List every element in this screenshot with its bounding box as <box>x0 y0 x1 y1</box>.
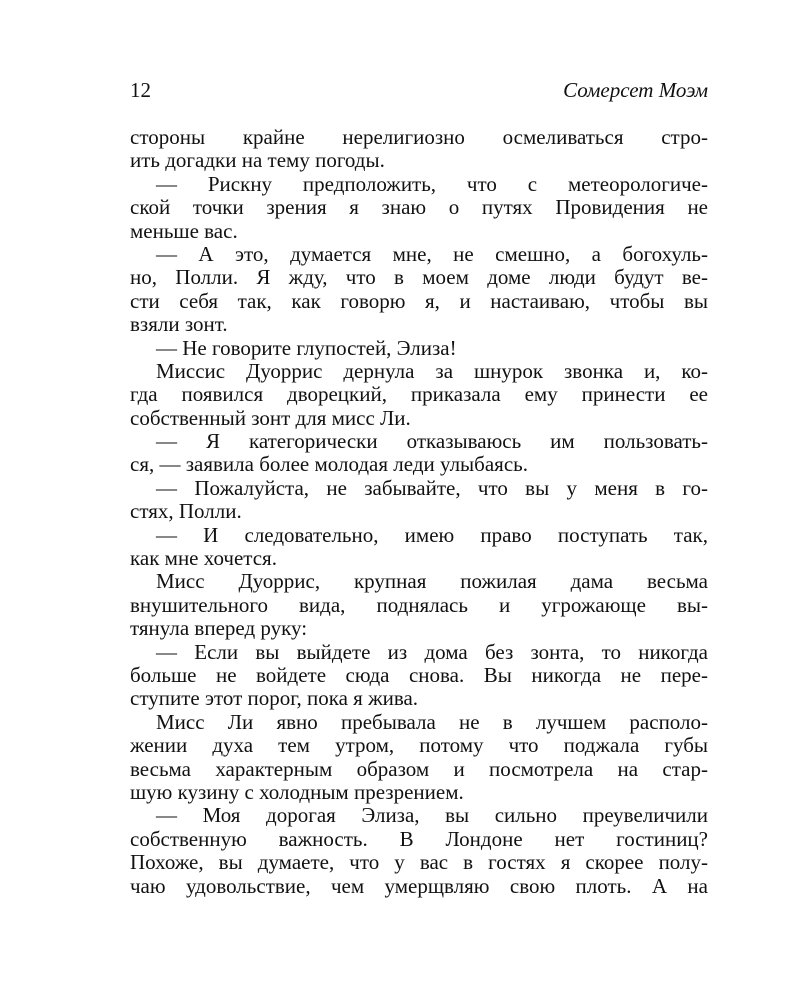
text-line: — Я категорически отказываюсь им пользовать- <box>156 430 708 454</box>
text-line: Мисс Ли явно пребывала не в лучшем располо- <box>156 710 708 734</box>
text-line: Миссис Дуоррис дернула за шнурок звонка и, ко- <box>156 359 708 383</box>
text-line: Мисс Дуоррис, крупная пожилая дама весьма <box>156 570 708 594</box>
text-line: тянула вперед руку: <box>130 617 308 641</box>
text-line: весьма характерным образом и посмотрела на стар- <box>130 757 708 781</box>
text-line: — Рискну предположить, что с метеорологиче- <box>156 172 708 196</box>
running-head-author: Сомерсет Моэм <box>563 78 708 102</box>
text-line: чаю удовольствие, чем умерщвляю свою плоть. А на <box>130 874 708 898</box>
text-line: — И следовательно, имею право поступать так, <box>156 523 708 547</box>
text-line: Похоже, вы думаете, что у вас в гостях я скорее полу- <box>130 851 708 875</box>
text-line: как мне хочется. <box>130 547 277 571</box>
text-line: внушительного вида, поднялась и угрожающе вы- <box>130 593 708 617</box>
text-line: — Не говорите глупостей, Элиза! <box>156 336 457 360</box>
text-line: стороны крайне нерелигиозно осмеливаться стро- <box>130 126 708 149</box>
text-line: — Пожалуйста, не забывайте, что вы у меня в го- <box>156 476 708 500</box>
text-line: но, Полли. Я жду, что в моем доме люди будут ве- <box>130 266 708 290</box>
text-line: меньше вас. <box>130 219 238 243</box>
text-line: гда появился дворецкий, приказала ему принести ее <box>130 383 708 407</box>
text-line: ской точки зрения я знаю о путях Провидения не <box>130 196 708 220</box>
text-line: ся, — заявила более молодая леди улыбаясь. <box>130 453 528 477</box>
text-line: — Моя дорогая Элиза, вы сильно преувеличили <box>156 804 708 828</box>
text-line: — Если вы выйдете из дома без зонта, то никогда <box>156 640 708 664</box>
text-line: шую кузину с холодным презрением. <box>130 780 464 804</box>
text-line: ить догадки на тему погоды. <box>130 149 385 173</box>
text-line: собственный зонт для мисс Ли. <box>130 406 411 430</box>
book-page <box>130 78 708 898</box>
text-line: собственную важность. В Лондоне нет гостиниц? <box>130 827 708 851</box>
body-text <box>130 126 708 898</box>
text-line: сти себя так, как говорю я, и настаиваю, чтобы вы <box>130 289 708 313</box>
text-line: ступите этот порог, пока я жива. <box>130 687 419 711</box>
text-line: взяли зонт. <box>130 313 228 337</box>
text-line: больше не войдете сюда снова. Вы никогда не пере- <box>130 663 708 687</box>
text-line: жении духа тем утром, потому что поджала губы <box>130 734 708 758</box>
page-header <box>130 78 708 114</box>
text-line: — А это, думается мне, не смешно, а богохуль- <box>156 242 708 266</box>
text-line: стях, Полли. <box>130 500 242 524</box>
page-number: 12 <box>130 78 151 102</box>
